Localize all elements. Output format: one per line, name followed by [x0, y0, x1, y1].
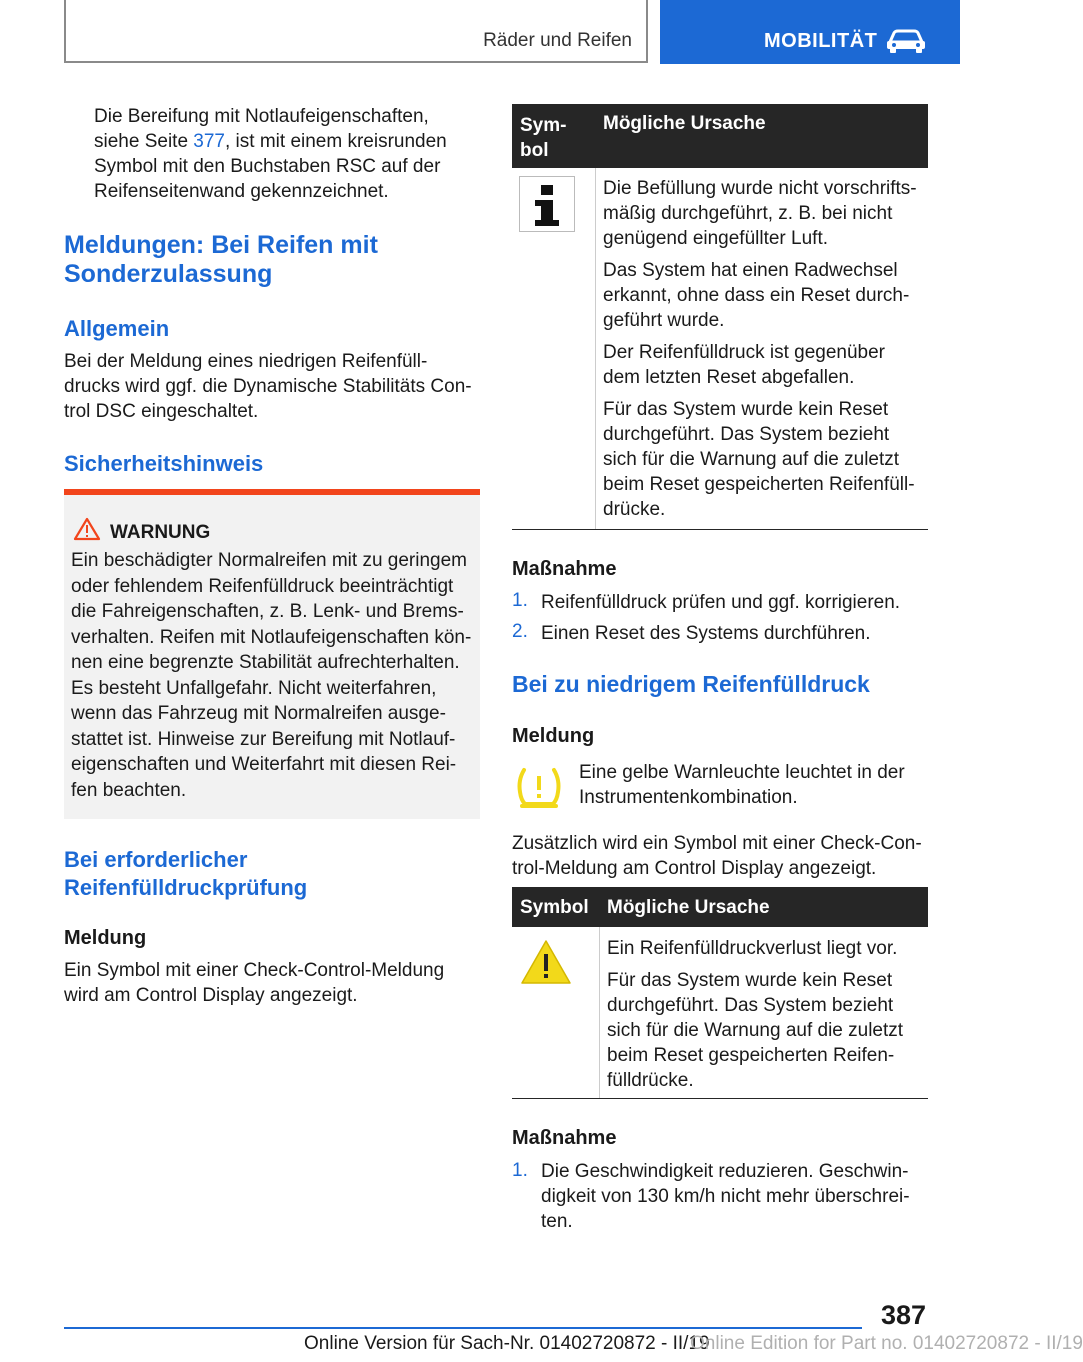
page-number: 387 [880, 1300, 926, 1330]
table2-cause: Für das System wurde kein Reset durchgeführt. Das System bezieht sich für die Warnung auf die zuletzt beim Reset gespeicherten Reifen- fülldrücke. [607, 970, 904, 1091]
intro-paragraph: Die Bereifung mit Notlaufeigenschaften, siehe Seite 377, ist mit einem kreisrunden Symbol mit den Buchstaben RSC auf der Reifenseitenwand gekennzeichnet. [94, 106, 447, 202]
list-item-number: 1. [512, 590, 528, 611]
massnahme-label-1: Maßnahme [512, 558, 617, 580]
footer-text: Online Version für Sach-Nr. 01402720872 - II/19 [304, 1333, 710, 1354]
car-icon [884, 28, 928, 59]
table2-column-divider [599, 927, 600, 1098]
meldung-label-right: Meldung [512, 725, 595, 747]
table2-causes [607, 936, 927, 1093]
massnahme-label-2: Maßnahme [512, 1127, 617, 1149]
warning-triangle-icon [73, 517, 101, 546]
table1-header-symbol: Sym- bol [520, 115, 567, 161]
heading-erforderliche-pruefung: Bei erforderlicher Reifenfülldruckprüfung [64, 847, 308, 900]
header-section-box [64, 0, 648, 63]
table2-header-cause: Mögliche Ursache [607, 897, 770, 918]
warning-text: Ein beschädigter Normalreifen mit zu geringem oder fehlendem Reifenfülldruck beeinträchtigt die Fahreigenschaften, z. B. Lenk- und Brems- verhalten. Reifen mit Notlaufeigenschaften kön- nen eine begrenzte Stabilität aufrechterhalten. Es besteht Unfallgefahr. Nicht weiterfahren, wenn das Fahrzeug mit Normalreifen ausge- stattet ist. Hinweise zur Bereifung mit Notlauf- eigenschaften und Weiterfahrt mit diesen Rei- fen beachten. [71, 550, 472, 801]
table2-bottom-rule [512, 1098, 928, 1099]
header-chapter-title: MOBILITÄT [764, 30, 878, 52]
warning-title: WARNUNG [110, 522, 211, 543]
page-reference-link[interactable]: 377 [193, 131, 225, 152]
list-item-text: Einen Reset des Systems durchführen. [541, 623, 871, 644]
watermark-text: Online Edition for Part no. 01402720872 - II/19 [690, 1333, 1083, 1354]
heading-allgemein: Allgemein [64, 316, 170, 341]
list-item-number: 1. [512, 1160, 528, 1181]
table1-cause: Der Reifenfülldruck ist gegenüber dem letzten Reset abgefallen. [603, 342, 885, 388]
tpms-paragraph: Eine gelbe Warnleuchte leuchtet in der Instrumentenkombination. [579, 762, 905, 808]
warning-box [64, 489, 480, 819]
header-section-title: Räder und Reifen [483, 30, 632, 51]
table1-header [512, 104, 928, 168]
table1-cause: Das System hat einen Radwechsel erkannt, ohne dass ein Reset durch- geführt wurde. [603, 260, 910, 331]
tire-pressure-warning-icon [515, 766, 563, 815]
zusatz-paragraph: Zusätzlich wird ein Symbol mit einer Check-Con- trol-Meldung am Control Display angezeigt. [512, 833, 922, 879]
info-icon [519, 176, 575, 237]
table1-causes [603, 176, 928, 522]
yellow-warning-triangle-icon [519, 938, 573, 991]
table2-header-symbol: Symbol [520, 897, 589, 918]
meldung-paragraph-left: Ein Symbol mit einer Check-Control-Meldung wird am Control Display angezeigt. [64, 960, 445, 1006]
heading-meldungen: Meldungen: Bei Reifen mit Sonderzulassung [64, 231, 378, 288]
list-item-text: Die Geschwindigkeit reduzieren. Geschwin- digkeit von 130 km/h nicht mehr überschrei- ten. [541, 1161, 910, 1232]
table2-cause: Ein Reifenfülldruckverlust liegt vor. [607, 938, 898, 959]
table1-cause: Die Befüllung wurde nicht vorschrifts- mäßig durchgeführt, z. B. bei nicht genügend eingefüllter Luft. [603, 178, 917, 249]
heading-zu-niedrig: Bei zu niedrigem Reifenfülldruck [512, 671, 870, 697]
table1-cause: Für das System wurde kein Reset durchgeführt. Das System bezieht sich für die Warnung auf die zuletzt beim Reset gespeicherten Reifenfüll- drücke. [603, 399, 915, 520]
header-chapter-tab[interactable] [660, 0, 960, 64]
meldung-label-left: Meldung [64, 927, 147, 949]
footer-rule [64, 1327, 862, 1329]
table1-bottom-rule [512, 529, 928, 530]
allgemein-paragraph: Bei der Meldung eines niedrigen Reifenfüll- drucks wird ggf. die Dynamische Stabilitäts Con- trol DSC eingeschaltet. [64, 351, 472, 422]
table1-column-divider [595, 168, 596, 530]
list-item-text: Reifenfülldruck prüfen und ggf. korrigieren. [541, 592, 901, 613]
heading-sicherheitshinweis: Sicherheitshinweis [64, 451, 264, 476]
list-item-number: 2. [512, 621, 528, 642]
table2-header [512, 887, 928, 927]
table1-header-cause: Mögliche Ursache [603, 113, 766, 134]
